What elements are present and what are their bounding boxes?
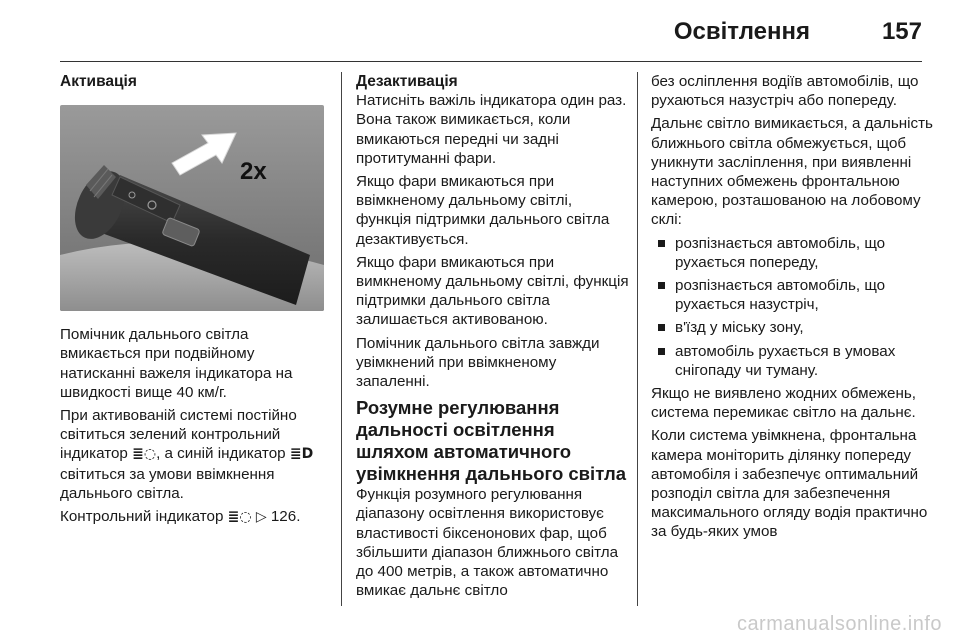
paragraph	[60, 507, 328, 527]
watermark: carmanualsonline.info	[736, 613, 942, 635]
paragraph: Функція розумного регулювання діапазону освітлення використовує властивості біксенонових фар, щоб збільшити діапазон ближнього світла до 400 метрів, а також автоматично вмикає дальнє світло	[356, 486, 619, 600]
column-1	[60, 72, 328, 531]
section-heading-deactivation: Дезактивація	[356, 73, 458, 90]
paragraph: Якщо фари вмикаються при ввімкненому дальньому світлі, функція підтримки дальнього світла дезактивується.	[356, 173, 610, 248]
page-title: Освітлення	[673, 18, 810, 45]
section-heading-activation: Активація	[60, 73, 137, 90]
list-item: розпізнається автомобіль, що рухається назустріч,	[651, 276, 941, 314]
high-beam-icon: ≣D	[289, 446, 314, 463]
list-item: автомобіль рухається в умовах снігопаду чи туману.	[651, 342, 941, 380]
page-reference-icon: ▷	[255, 509, 267, 526]
lever-illustration	[60, 105, 324, 311]
paragraph: Натисніть важіль індикатора один раз. Вона також вимикається, коли вмикаються передні чи задні протитуманні фари.	[356, 92, 627, 167]
text: світиться за умови ввімкнення дальнього світла.	[60, 465, 275, 502]
text: При активованій системі постійно світиться зелений контрольний індикатор	[60, 407, 297, 463]
page-header	[0, 0, 960, 60]
column-3	[651, 72, 941, 546]
page-number: 157	[881, 18, 922, 45]
list-item: розпізнається автомобіль, що рухається попереду,	[651, 234, 941, 272]
paragraph: Якщо не виявлено жодних обмежень, система перемикає світло на дальнє.	[651, 385, 916, 422]
paragraph	[60, 406, 328, 503]
column-divider	[637, 72, 638, 606]
bullet-list	[651, 234, 941, 380]
auto-high-beam-icon: ≣◌	[132, 446, 157, 463]
header-rule	[60, 61, 922, 62]
section-heading-smart-range: Розумне регулювання дальності освітлення шляхом автоматичного увімкнення дальнього світла	[356, 397, 627, 485]
text: , а синій індикатор	[156, 445, 286, 463]
bullet-icon	[658, 324, 665, 331]
auto-high-beam-icon: ≣◌	[227, 509, 252, 526]
paragraph: Помічник дальнього світла завжди увімкнений при ввімкненому запаленні.	[356, 334, 600, 391]
column-2	[356, 72, 630, 604]
column-divider	[341, 72, 342, 606]
bullet-icon	[658, 240, 665, 247]
lever-figure	[60, 105, 324, 311]
press-count-label: 2x	[240, 158, 267, 186]
paragraph: Якщо фари вмикаються при вимкненому дальньому світлі, функція підтримки дальнього світла залишається активованою.	[356, 253, 629, 329]
bullet-icon	[658, 282, 665, 289]
paragraph: Помічник дальнього світла вмикається при подвійному натисканні важеля індикатора на швидкості вище 40 км/г.	[60, 326, 293, 401]
list-item: в'їзд у міську зону,	[651, 318, 941, 337]
text: Контрольний індикатор	[60, 508, 224, 526]
page-reference[interactable]: 126.	[270, 508, 301, 526]
paragraph: Дальнє світло вимикається, а дальність ближнього світла обмежується, щоб уникнути засліплення, при виявленні наступних обмежень фронтальною камерою, розташованою на лобовому склі:	[651, 115, 933, 229]
bullet-icon	[658, 348, 665, 355]
paragraph: без осліплення водіїв автомобілів, що рухаються назустріч або попереду.	[651, 73, 919, 110]
paragraph: Коли система увімкнена, фронтальна камера моніторить ділянку попереду автомобіля і забезпечує оптимальний розподіл світла для забезпечення максимального огляду водія практично за будь-яких умов	[651, 427, 928, 541]
